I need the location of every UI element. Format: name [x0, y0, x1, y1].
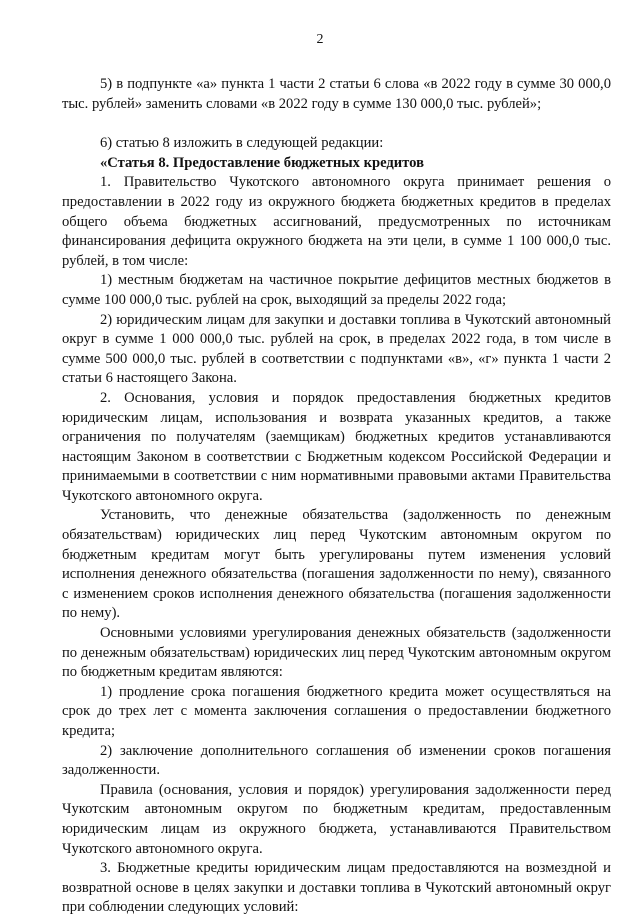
paragraph-subitem-1-local-budgets: 1) местным бюджетам на частичное покрытие дефицитов местных бюджетов в сумме 100 000,0 тыс. рублей на срок, выходящий за пределы 2022 года; — [62, 272, 611, 308]
article-8-heading: «Статья 8. Предоставление бюджетных кредитов — [100, 154, 424, 171]
paragraph-settlement-conditions: Основными условиями урегулирования денежных обязательств (задолженности по денежным обязательствам) юридических лиц перед Чукотским автономным округом по бюджетным кредитам являются: — [62, 625, 611, 681]
paragraph-item-5: 5) в подпункте «а» пункта 1 части 2 статьи 6 слова «в 2022 году в сумме 30 000,0 тыс. рублей» заменить словами «в 2022 году в сумме 130 000,0 тыс. рублей»; — [62, 76, 611, 112]
paragraph-condition-2: 2) заключение дополнительного соглашения об изменении сроков погашения задолженности. — [62, 742, 611, 779]
paragraph-part-1: 1. Правительство Чукотского автономного округа принимает решения о предоставлении в 2022 году из окружного бюджета бюджетных кредитов в пределах общего объема бюджетных ассигнований, предусмотренных по источникам финансирования дефицита окружного бюджета на эти цели, в сумме 1 100 000,0 тыс. рублей, в том числе: — [62, 174, 611, 269]
paragraph-part-3: 3. Бюджетные кредиты юридическим лицам предоставляются на возмездной и возвратной основе в целях закупки и доставки топлива в Чукотский автономный округ при соблюдении следующих условий: — [62, 860, 611, 916]
paragraph-item-6: 6) статью 8 изложить в следующей редакции: — [100, 135, 384, 152]
paragraph-settlement-rules: Правила (основания, условия и порядок) урегулирования задолженности перед Чукотским автономным округом по бюджетным кредитам, предоставленным юридическим лицам из окружного бюджета, устанавливаются Правительством Чукотского автономного округа. — [62, 781, 611, 857]
document-body — [62, 75, 611, 918]
paragraph-subitem-2-legal-entities: 2) юридическим лицам для закупки и доставки топлива в Чукотский автономный округ в сумме 1 000 000,0 тыс. рублей на срок, в пределах 2022 года, в том числе в сумме 500 000,0 тыс. рублей в соответствии с подпунктами «в», «г» пункта 1 части 2 статьи 6 настоящего Закона. — [62, 311, 611, 387]
page-number: 2 — [316, 32, 324, 47]
paragraph-condition-1: 1) продление срока погашения бюджетного кредита может осуществляться на срок до трех лет с момента заключения соглашения о предоставлении бюджетного кредита; — [62, 683, 611, 739]
paragraph-debt-settlement: Установить, что денежные обязательства (задолженность по денежным обязательствам) юридических лиц перед Чукотским автономным округом по бюджетным кредитам могут быть урегулированы путем изменения условий исполнения денежного обязательства (погашения задолженности по нему), связанного с изменением сроков исполнения денежного обязательства (погашения задолженности по нему). — [62, 507, 611, 622]
paragraph-part-2: 2. Основания, условия и порядок предоставления бюджетных кредитов юридическим лицам, использования и возврата указанных кредитов, а также ограничения по получателям (заемщикам) бюджетных кредитов устанавливаются настоящим Законом в соответствии с Бюджетным кодексом Российской Федерации и принимаемыми в соответствии с ним нормативными правовыми актами Правительства Чукотского автономного округа. — [62, 389, 611, 504]
